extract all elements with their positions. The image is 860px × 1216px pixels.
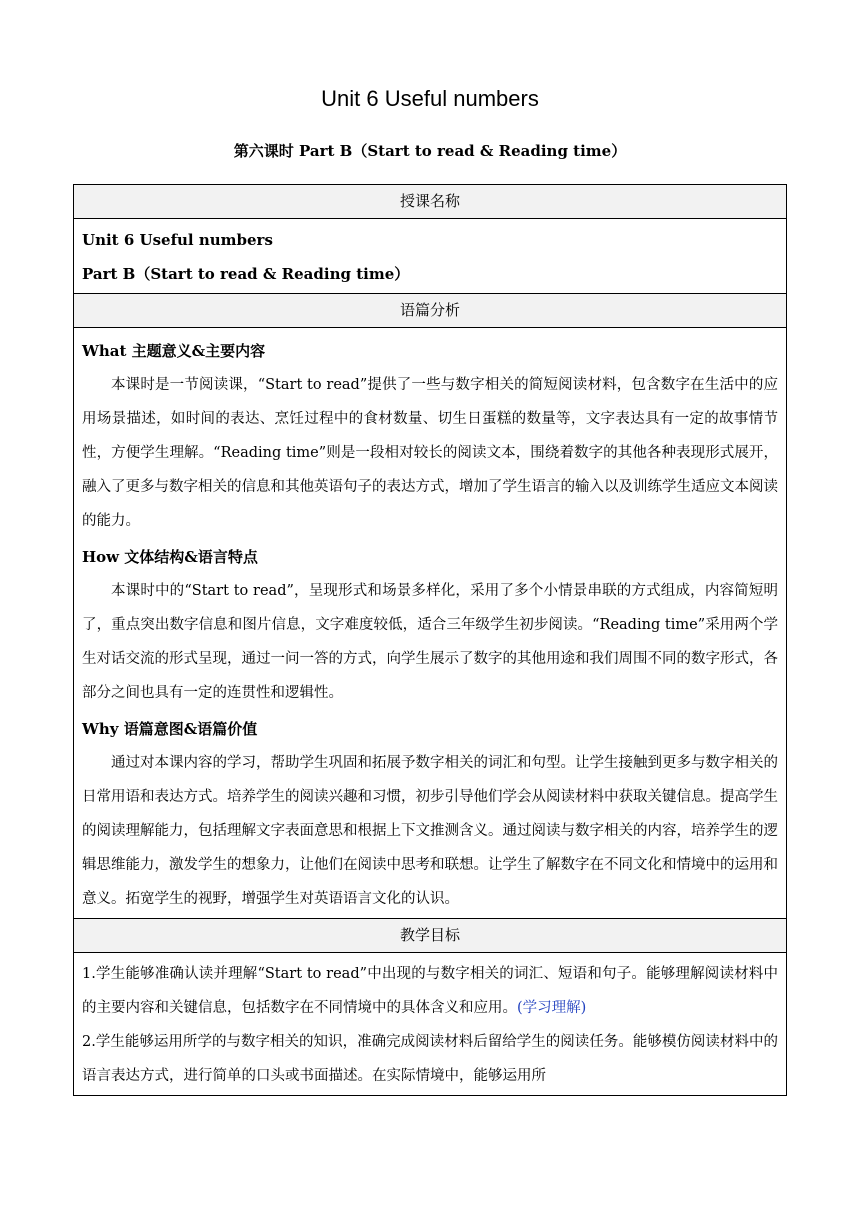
document-title: Unit 6 Useful numbers bbox=[321, 86, 539, 111]
teaching-goals-header: 教学目标 bbox=[74, 919, 787, 953]
course-part-line: Part B（Start to read & Reading time） bbox=[82, 265, 410, 283]
why-heading: Why 语篇意图&语篇价值 bbox=[82, 720, 258, 738]
what-paragraph: 本课时是一节阅读课，“Start to read”提供了一些与数字相关的简短阅读材料，包含数字在生活中的应用场景描述，如时间的表达、烹饪过程中的食材数量、切生日蛋糕的数量等，文字表达具有一定的故事情节性，方便学生理解。“Reading time”则是一段相对较长的阅读文本，围绕着数字的其他各种表现形式展开，融入了更多与数字相关的信息和其他英语句子的表达方式，增加了学生语言的输入以及训练学生适应文本阅读的能力。 bbox=[82, 377, 778, 529]
lesson-plan-table bbox=[73, 184, 787, 1096]
goal-1 bbox=[82, 957, 778, 1025]
why-paragraph: 通过对本课内容的学习，帮助学生巩固和拓展予数字相关的词汇和句型。让学生接触到更多与数字相关的日常用语和表达方式。培养学生的阅读兴趣和习惯，初步引导他们学会从阅读材料中获取关键信息。提高学生的阅读理解能力，包括理解文字表面意思和根据上下文推测含义。通过阅读与数字相关的内容，培养学生的逻辑思维能力，激发学生的想象力，让他们在阅读中思考和联想。让学生了解数字在不同文化和情境中的运用和意义。拓宽学生的视野，增强学生对英语语言文化的认识。 bbox=[82, 755, 778, 907]
text-analysis-cell bbox=[74, 328, 787, 919]
text-analysis-header: 语篇分析 bbox=[74, 294, 787, 328]
what-heading: What 主题意义&主要内容 bbox=[82, 342, 266, 360]
lesson-subtitle: 第六课时 Part B（Start to read & Reading time） bbox=[233, 142, 627, 160]
how-paragraph: 本课时中的“Start to read”，呈现形式和场景多样化，采用了多个小情景串联的方式组成，内容简短明了，重点突出数字信息和图片信息，文字难度较低，适合三年级学生初步阅读。“Reading time”采用两个学生对话交流的形式呈现，通过一问一答的方式，向学生展示了数字的其他用途和我们周围不同的数字形式，各部分之间也具有一定的连贯性和逻辑性。 bbox=[82, 583, 778, 701]
course-unit-line: Unit 6 Useful numbers bbox=[82, 231, 273, 249]
how-heading: How 文体结构&语言特点 bbox=[82, 548, 258, 566]
course-name-header: 授课名称 bbox=[74, 185, 787, 219]
goal-2: 2.学生能够运用所学的与数字相关的知识，准确完成阅读材料后留给学生的阅读任务。能够模仿阅读材料中的语言表达方式，进行简单的口头或书面描述。在实际情境中，能够运用所 bbox=[82, 1034, 778, 1084]
teaching-goals-cell bbox=[74, 953, 787, 1096]
goal-1-text: 1.学生能够准确认读并理解“Start to read”中出现的与数字相关的词汇、短语和句子。能够理解阅读材料中的主要内容和关键信息，包括数字在不同情境中的具体含义和应用。 bbox=[82, 966, 778, 1016]
goal-1-tag: (学习理解) bbox=[517, 1000, 587, 1016]
course-name-cell bbox=[74, 219, 787, 294]
